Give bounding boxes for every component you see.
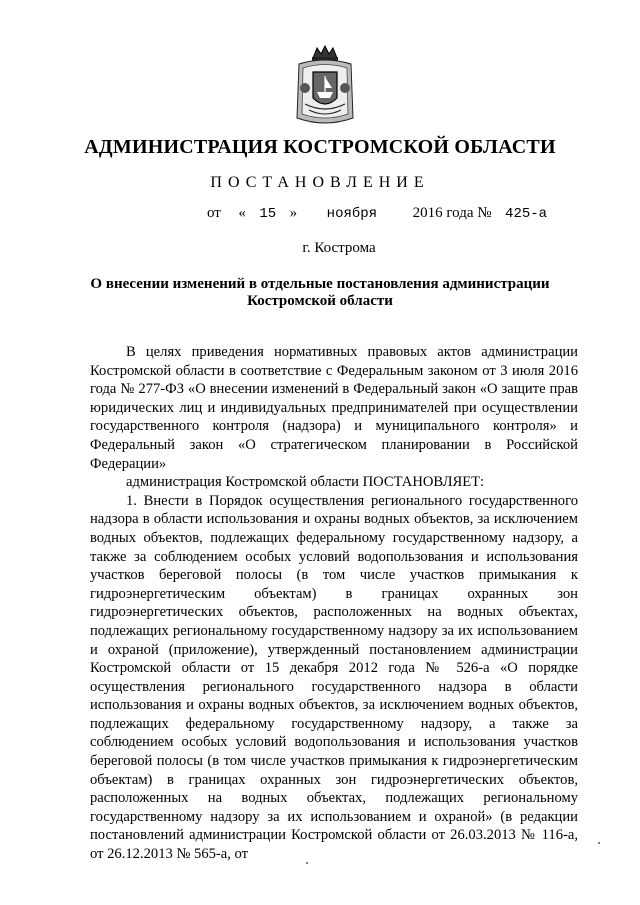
- scan-speck: [598, 842, 600, 844]
- date-open-quote: «: [238, 205, 246, 221]
- document-number: 425-а: [505, 206, 548, 222]
- date-line: [207, 205, 547, 222]
- city-line: г. Кострома: [302, 240, 376, 256]
- coat-of-arms-icon: [293, 44, 357, 128]
- organization-title: АДМИНИСТРАЦИЯ КОСТРОМСКОЙ ОБЛАСТИ: [84, 136, 556, 158]
- paragraph-preamble: В целях приведения нормативных правовых актов администрации Костромской области в соответствие с Федеральным законом от 3 июля 2016 года № 277-ФЗ «О внесении изменений в Федеральный закон «О защите прав юридических лиц и индивидуальных предпринимателей при осуществлении государственного контроля (надзора) и муниципального контроля» и Федеральный закон «О стратегическом планировании в Российской Федерации»: [90, 344, 578, 472]
- scan-speck: [306, 862, 308, 864]
- date-prefix: от: [207, 205, 221, 221]
- document-body: [90, 343, 578, 864]
- document-type: ПОСТАНОВЛЕНИЕ: [210, 174, 430, 191]
- document-subject: О внесении изменений в отдельные постановления администрации Костромской области: [90, 276, 550, 309]
- date-month: ноября: [326, 206, 378, 222]
- date-close-quote: »: [289, 205, 298, 221]
- paragraph-item-1: 1. Внести в Порядок осуществления регионального государственного надзора в области использования и охраны водных объектов, за исключением водных объектов, подлежащих федеральному государственному надзору, а также за соблюдением особых условий водопользования и использования участков береговой полосы (в том числе участков примыкания к гидроэнергетическим объектам) в границах охранных зон гидроэнергетических объектов, расположенных на водных объектах, подлежащих региональному государственному надзору за их использованием и охраной (приложение), утвержденный постановлением администрации Костромской области от 15 декабря 2012 года № 526-а «О порядке осуществления регионального государственного надзора в области использования и охраны водных объектов, за исключением водных объектов, подлежащих федеральному государственному надзору, а также за соблюдением особых условий водопользования и использования участков береговой полосы (в том числе участков примыкания к гидроэнергетическим объектам) в границах охранных зон гидроэнергетических объектов, расположенных на водных объектах, подлежащих региональному государственному надзору за их использованием и охраной» (в редакции постановлений администрации Костромской области от 26.03.2013 № 116-а, от 26.12.2013 № 565-а, от: [90, 492, 578, 863]
- date-year: 2016 года №: [412, 205, 492, 221]
- paragraph-resolution: администрация Костромской области ПОСТАНОВЛЯЕТ:: [126, 474, 485, 491]
- date-day: 15: [259, 206, 277, 222]
